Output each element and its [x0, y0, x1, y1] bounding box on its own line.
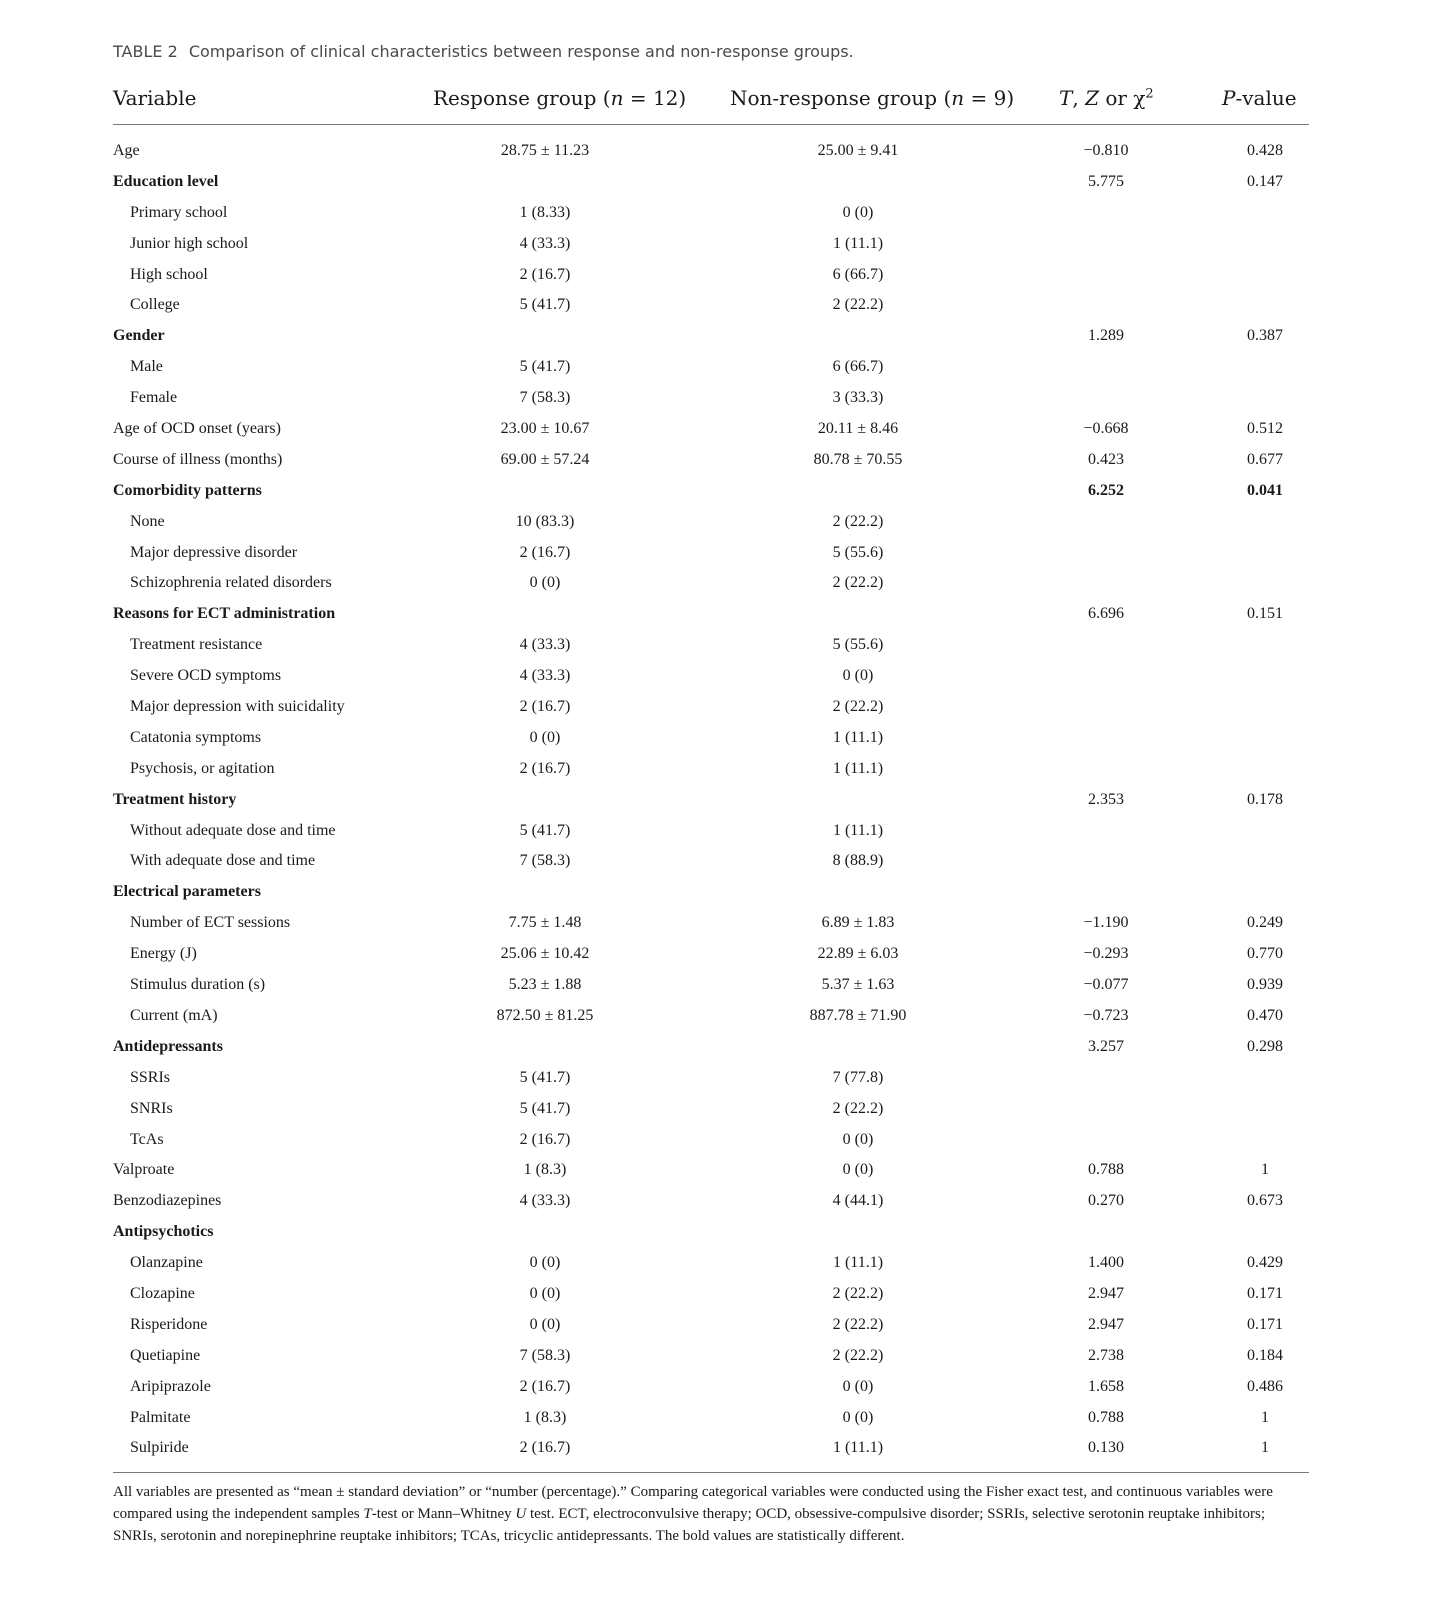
cell-variable-text: Valproate	[113, 1161, 175, 1179]
table-row	[113, 538, 1309, 569]
cell-variable-text: Junior high school	[130, 234, 249, 252]
cell-nonresponse-text: 1 (11.1)	[832, 821, 884, 839]
table-row	[113, 661, 1309, 692]
cell-variable	[113, 476, 262, 506]
cell-pvalue-text: 0.429	[1247, 1254, 1283, 1272]
cell-response-text: 7 (58.3)	[519, 852, 571, 870]
cell-response-text: 5 (41.7)	[519, 1099, 571, 1117]
cell-variable	[113, 414, 281, 444]
cell-variable	[130, 1403, 190, 1433]
table-row	[113, 1094, 1309, 1125]
table-row	[113, 414, 1309, 445]
cell-variable	[113, 136, 140, 166]
cell-variable	[130, 1341, 200, 1371]
cell-statistic-text: −0.077	[1083, 976, 1129, 994]
cell-variable	[113, 1217, 213, 1247]
cell-variable-text: Antidepressants	[113, 1037, 223, 1055]
cell-variable-text: Course of illness (months)	[113, 450, 283, 468]
cell-variable-text: Quetiapine	[130, 1346, 201, 1364]
cell-nonresponse-text: 3 (33.3)	[832, 389, 884, 407]
cell-pvalue-text: 0.512	[1247, 420, 1283, 438]
cell-variable	[130, 568, 332, 598]
header-statistic	[1059, 86, 1154, 110]
cell-variable	[130, 939, 197, 969]
cell-nonresponse-text: 1 (11.1)	[832, 759, 884, 777]
header-nonresponse-prefix: Non-response group (	[730, 86, 952, 110]
cell-variable	[130, 507, 165, 537]
cell-response-text: 4 (33.3)	[519, 234, 571, 252]
cell-variable	[130, 908, 290, 938]
header-pvalue-suffix: -value	[1235, 86, 1297, 110]
cell-variable-text: High school	[130, 265, 208, 283]
cell-response-text: 2 (16.7)	[519, 759, 571, 777]
cell-variable-text: Energy (J)	[130, 945, 197, 963]
cell-statistic-text: 6.252	[1088, 481, 1124, 499]
cell-variable-text: Male	[130, 358, 163, 376]
cell-response-text: 0 (0)	[529, 1254, 561, 1272]
cell-variable	[130, 661, 281, 691]
header-variable: Variable	[113, 86, 197, 110]
cell-nonresponse-text: 5 (55.6)	[832, 543, 884, 561]
cell-pvalue-text: 0.387	[1247, 327, 1283, 345]
cell-response-text: 2 (16.7)	[519, 1439, 571, 1457]
cell-nonresponse-text: 8 (88.9)	[832, 852, 884, 870]
cell-response-text: 4 (33.3)	[519, 1192, 571, 1210]
cell-variable	[130, 290, 180, 320]
cell-nonresponse-text: 5.37 ± 1.63	[821, 976, 895, 994]
cell-variable	[130, 1248, 203, 1278]
cell-variable-text: Major depression with suicidality	[130, 698, 345, 716]
cell-statistic-text: −0.810	[1083, 142, 1129, 159]
cell-statistic-text: 1.658	[1088, 1377, 1124, 1395]
cell-variable	[113, 167, 218, 197]
cell-response-text: 7 (58.3)	[519, 389, 571, 407]
cell-nonresponse-text: 0 (0)	[842, 203, 874, 221]
cell-variable-text: Benzodiazepines	[113, 1192, 222, 1210]
header-response-prefix: Response group (	[433, 86, 611, 110]
header-stat-or: or χ	[1098, 86, 1146, 110]
cell-statistic-text: 2.353	[1088, 790, 1124, 808]
table-row	[113, 754, 1309, 785]
cell-nonresponse-text: 0 (0)	[842, 1161, 874, 1179]
cell-nonresponse-text: 2 (22.2)	[832, 1099, 884, 1117]
cell-variable-text: Female	[130, 389, 178, 407]
cell-variable	[130, 816, 336, 846]
table-row	[113, 816, 1309, 847]
table-header-row	[113, 84, 1309, 125]
cell-variable-text: College	[130, 296, 180, 314]
cell-response-text: 10 (83.3)	[515, 512, 575, 530]
cell-response-text: 2 (16.7)	[519, 698, 571, 716]
table-row	[113, 507, 1309, 538]
cell-response-text: 23.00 ± 10.67	[500, 420, 590, 438]
cell-variable	[113, 599, 335, 629]
cell-variable-text: With adequate dose and time	[130, 852, 316, 870]
cell-nonresponse-text: 2 (22.2)	[832, 512, 884, 530]
cell-variable-text: Severe OCD symptoms	[130, 667, 282, 685]
cell-nonresponse-text: 7 (77.8)	[832, 1068, 884, 1086]
table-row	[113, 1217, 1309, 1248]
cell-variable-text: Gender	[113, 327, 165, 345]
cell-variable-text: Stimulus duration (s)	[130, 976, 266, 994]
cell-pvalue-text: 0.184	[1247, 1346, 1283, 1364]
header-pvalue-p: P	[1222, 86, 1236, 110]
table-row	[113, 1063, 1309, 1094]
cell-nonresponse-text: 6.89 ± 1.83	[821, 914, 895, 932]
cell-response-text: 28.75 ± 11.23	[500, 142, 590, 159]
table-label: TABLE 2	[113, 42, 178, 61]
cell-nonresponse-text: 2 (22.2)	[832, 296, 884, 314]
table-row	[113, 445, 1309, 476]
cell-statistic-text: 2.738	[1088, 1346, 1124, 1364]
table-row	[113, 1341, 1309, 1372]
cell-response-text: 5 (41.7)	[519, 296, 571, 314]
cell-statistic-text: −0.668	[1083, 420, 1129, 438]
cell-variable	[130, 1433, 189, 1463]
cell-variable	[113, 321, 165, 351]
cell-variable	[130, 846, 315, 876]
cell-pvalue-text: 0.486	[1247, 1377, 1283, 1395]
cell-pvalue-text: 0.677	[1247, 450, 1283, 468]
cell-variable	[130, 754, 274, 784]
cell-variable-text: Electrical parameters	[113, 883, 261, 901]
cell-variable-text: Major depressive disorder	[130, 543, 298, 561]
cell-variable-text: Schizophrenia related disorders	[130, 574, 332, 592]
cell-variable	[113, 785, 236, 815]
cell-pvalue-text: 0.770	[1247, 945, 1283, 963]
cell-nonresponse-text: 0 (0)	[842, 1408, 874, 1426]
cell-variable-text: Palmitate	[130, 1408, 191, 1426]
cell-response-text: 5 (41.7)	[519, 358, 571, 376]
cell-response-text: 69.00 ± 57.24	[500, 450, 590, 468]
cell-pvalue-text: 0.939	[1247, 976, 1283, 994]
header-nonresponse-group	[730, 86, 1014, 110]
header-nonresponse-suffix: = 9)	[964, 86, 1015, 110]
table-row	[113, 599, 1309, 630]
table-row	[113, 970, 1309, 1001]
cell-nonresponse-text: 6 (66.7)	[832, 265, 884, 283]
table-row	[113, 476, 1309, 507]
cell-response-text: 7.75 ± 1.48	[508, 914, 582, 932]
footnote-part1: All variables are presented as “mean ± standard deviation” or “number (percentage).” Comparing categorical variables were conducted using the Fisher exact test, and continuous variables were compared using the independent samples	[113, 1484, 1273, 1522]
table-row	[113, 229, 1309, 260]
cell-variable-text: Age of OCD onset (years)	[113, 420, 281, 438]
cell-variable-text: Olanzapine	[130, 1254, 203, 1272]
cell-nonresponse-text: 1 (11.1)	[832, 728, 884, 746]
cell-statistic-text: 2.947	[1088, 1284, 1124, 1302]
cell-statistic-text: 3.257	[1088, 1037, 1124, 1055]
cell-variable	[130, 1001, 218, 1031]
table-row	[113, 1433, 1309, 1464]
cell-response-text: 4 (33.3)	[519, 636, 571, 654]
cell-nonresponse-text: 887.78 ± 71.90	[809, 1006, 907, 1024]
table-row	[113, 568, 1309, 599]
cell-statistic-text: −1.190	[1083, 914, 1129, 932]
cell-statistic-text: 0.788	[1088, 1161, 1124, 1179]
cell-variable-text: Primary school	[130, 203, 228, 221]
cell-variable-text: Without adequate dose and time	[130, 821, 336, 839]
table-row	[113, 1248, 1309, 1279]
table-row	[113, 290, 1309, 321]
cell-statistic-text: 0.423	[1088, 450, 1124, 468]
cell-nonresponse-text: 80.78 ± 70.55	[813, 450, 903, 468]
cell-response-text: 2 (16.7)	[519, 1130, 571, 1148]
table-row	[113, 785, 1309, 816]
table-row	[113, 260, 1309, 291]
cell-variable-text: Age	[113, 142, 140, 159]
cell-response-text: 2 (16.7)	[519, 1377, 571, 1395]
cell-pvalue-text: 1	[1261, 1161, 1269, 1179]
table-row	[113, 1310, 1309, 1341]
cell-variable-text: Psychosis, or agitation	[130, 759, 275, 777]
cell-pvalue-text: 0.147	[1247, 172, 1283, 190]
cell-variable	[130, 630, 262, 660]
table-footnote	[113, 1472, 1309, 1547]
cell-response-text: 0 (0)	[529, 1315, 561, 1333]
cell-variable	[130, 970, 265, 1000]
cell-variable	[130, 692, 345, 722]
cell-pvalue-text: 1	[1261, 1408, 1269, 1426]
cell-variable-text: Risperidone	[130, 1315, 208, 1333]
cell-nonresponse-text: 0 (0)	[842, 1377, 874, 1395]
table-title: Comparison of clinical characteristics between response and non-response groups.	[188, 42, 854, 61]
cell-variable	[130, 1063, 170, 1093]
table-row	[113, 692, 1309, 723]
cell-nonresponse-text: 0 (0)	[842, 1130, 874, 1148]
table-row	[113, 383, 1309, 414]
cell-response-text: 7 (58.3)	[519, 1346, 571, 1364]
cell-nonresponse-text: 1 (11.1)	[832, 1439, 884, 1457]
cell-pvalue-text: 0.151	[1247, 605, 1283, 623]
cell-statistic-text: 0.130	[1088, 1439, 1124, 1457]
table-row	[113, 1155, 1309, 1186]
header-stat-sup: 2	[1145, 86, 1154, 102]
cell-variable	[130, 383, 177, 413]
cell-response-text: 872.50 ± 81.25	[496, 1006, 594, 1024]
cell-variable-text: Antipsychotics	[113, 1223, 214, 1241]
cell-nonresponse-text: 2 (22.2)	[832, 1346, 884, 1364]
footnote-u-italic: U	[515, 1506, 527, 1522]
cell-statistic-text: 2.947	[1088, 1315, 1124, 1333]
cell-nonresponse-text: 20.11 ± 8.46	[817, 420, 899, 438]
footnote-t-italic: T	[363, 1506, 372, 1522]
cell-nonresponse-text: 2 (22.2)	[832, 698, 884, 716]
cell-response-text: 2 (16.7)	[519, 543, 571, 561]
cell-variable-text: SSRIs	[130, 1068, 171, 1086]
table-row	[113, 1186, 1309, 1217]
table-row	[113, 321, 1309, 352]
cell-response-text: 0 (0)	[529, 574, 561, 592]
table-row	[113, 723, 1309, 754]
cell-variable-text: None	[130, 512, 165, 530]
cell-response-text: 5 (41.7)	[519, 821, 571, 839]
cell-pvalue-text: 0.171	[1247, 1284, 1283, 1302]
cell-response-text: 5 (41.7)	[519, 1068, 571, 1086]
cell-variable	[130, 229, 248, 259]
cell-nonresponse-text: 5 (55.6)	[832, 636, 884, 654]
cell-statistic-text: 1.400	[1088, 1254, 1124, 1272]
footnote-part2: -test or Mann–Whitney	[371, 1506, 516, 1522]
table-row	[113, 1125, 1309, 1156]
cell-variable	[130, 352, 163, 382]
cell-response-text: 0 (0)	[529, 728, 561, 746]
cell-variable-text: Number of ECT sessions	[130, 914, 291, 932]
header-response-group	[433, 86, 686, 110]
cell-variable-text: Reasons for ECT administration	[113, 605, 336, 623]
cell-response-text: 0 (0)	[529, 1284, 561, 1302]
table-row	[113, 846, 1309, 877]
cell-variable	[130, 1279, 195, 1309]
cell-variable-text: TcAs	[130, 1130, 164, 1148]
cell-nonresponse-text: 4 (44.1)	[832, 1192, 884, 1210]
cell-variable-text: Treatment history	[113, 790, 237, 808]
table-row	[113, 167, 1309, 198]
cell-pvalue-text: 0.041	[1247, 481, 1283, 499]
cell-nonresponse-text: 0 (0)	[842, 667, 874, 685]
cell-variable	[113, 1186, 221, 1216]
table-row	[113, 939, 1309, 970]
table-row	[113, 136, 1309, 167]
cell-statistic-text: −0.293	[1083, 945, 1129, 963]
table-row	[113, 198, 1309, 229]
cell-variable	[130, 1125, 164, 1155]
cell-variable	[113, 1032, 223, 1062]
cell-response-text: 1 (8.33)	[519, 203, 571, 221]
table-caption	[113, 42, 1309, 61]
table-row	[113, 1372, 1309, 1403]
cell-nonresponse-text: 1 (11.1)	[832, 1254, 884, 1272]
cell-variable	[130, 1094, 173, 1124]
cell-variable	[130, 538, 297, 568]
cell-statistic-text: 0.788	[1088, 1408, 1124, 1426]
cell-response-text: 2 (16.7)	[519, 265, 571, 283]
header-stat-comma: ,	[1072, 86, 1086, 110]
header-stat-t: T	[1059, 86, 1073, 110]
header-stat-z: Z	[1085, 86, 1099, 110]
cell-variable-text: Catatonia symptoms	[130, 728, 262, 746]
cell-variable-text: Education level	[113, 172, 219, 190]
cell-variable	[130, 1372, 211, 1402]
header-response-suffix: = 12)	[623, 86, 687, 110]
cell-nonresponse-text: 1 (11.1)	[832, 234, 884, 252]
cell-response-text: 25.06 ± 10.42	[500, 945, 590, 963]
table-row	[113, 1032, 1309, 1063]
header-response-n: n	[610, 86, 624, 110]
cell-pvalue-text: 0.249	[1247, 914, 1283, 932]
cell-statistic-text: 0.270	[1088, 1192, 1124, 1210]
cell-pvalue-text: 1	[1261, 1439, 1269, 1457]
table-row	[113, 1001, 1309, 1032]
header-nonresponse-n: n	[951, 86, 965, 110]
table-row	[113, 908, 1309, 939]
cell-statistic-text: −0.723	[1083, 1006, 1129, 1024]
cell-pvalue-text: 0.673	[1247, 1192, 1283, 1210]
cell-variable	[113, 1155, 174, 1185]
cell-variable-text: Comorbidity patterns	[113, 481, 262, 499]
cell-variable	[113, 445, 282, 475]
cell-variable-text: Treatment resistance	[130, 636, 263, 654]
cell-variable	[130, 723, 261, 753]
table-row	[113, 630, 1309, 661]
cell-pvalue-text: 0.298	[1247, 1037, 1283, 1055]
cell-variable-text: Aripiprazole	[130, 1377, 211, 1395]
cell-pvalue-text: 0.178	[1247, 790, 1283, 808]
table-row	[113, 1403, 1309, 1434]
cell-nonresponse-text: 2 (22.2)	[832, 1284, 884, 1302]
cell-variable-text: Clozapine	[130, 1284, 195, 1302]
cell-pvalue-text: 0.428	[1247, 142, 1283, 159]
cell-statistic-text: 5.775	[1088, 172, 1124, 190]
table-row	[113, 352, 1309, 383]
cell-pvalue-text: 0.470	[1247, 1006, 1283, 1024]
cell-variable-text: SNRIs	[130, 1099, 173, 1117]
cell-response-text: 5.23 ± 1.88	[508, 976, 582, 994]
table-row	[113, 877, 1309, 908]
cell-nonresponse-text: 6 (66.7)	[832, 358, 884, 376]
cell-response-text: 1 (8.3)	[523, 1408, 567, 1426]
cell-variable-text: Sulpiride	[130, 1439, 189, 1457]
cell-variable	[130, 198, 227, 228]
table-body	[113, 136, 1309, 1464]
footnote-part3: test. ECT, electroconvulsive therapy; OCD, obsessive-compulsive disorder; SSRIs, selective serotonin reuptake inhibitors; SNRIs, serotonin and norepinephrine reuptake inhibitors; TCAs, tricyclic antidepressants. The bold values are statistically different.	[113, 1506, 1266, 1544]
cell-statistic-text: 1.289	[1088, 327, 1124, 345]
cell-nonresponse-text: 2 (22.2)	[832, 1315, 884, 1333]
header-pvalue	[1222, 86, 1297, 110]
table-row	[113, 1279, 1309, 1310]
cell-nonresponse-text: 25.00 ± 9.41	[817, 142, 899, 159]
cell-response-text: 1 (8.3)	[523, 1161, 567, 1179]
cell-nonresponse-text: 2 (22.2)	[832, 574, 884, 592]
cell-variable	[130, 1310, 207, 1340]
cell-response-text: 4 (33.3)	[519, 667, 571, 685]
cell-pvalue-text: 0.171	[1247, 1315, 1283, 1333]
cell-statistic-text: 6.696	[1088, 605, 1124, 623]
cell-variable-text: Current (mA)	[130, 1006, 218, 1024]
cell-variable	[113, 877, 261, 907]
cell-variable	[130, 260, 208, 290]
cell-nonresponse-text: 22.89 ± 6.03	[817, 945, 899, 963]
